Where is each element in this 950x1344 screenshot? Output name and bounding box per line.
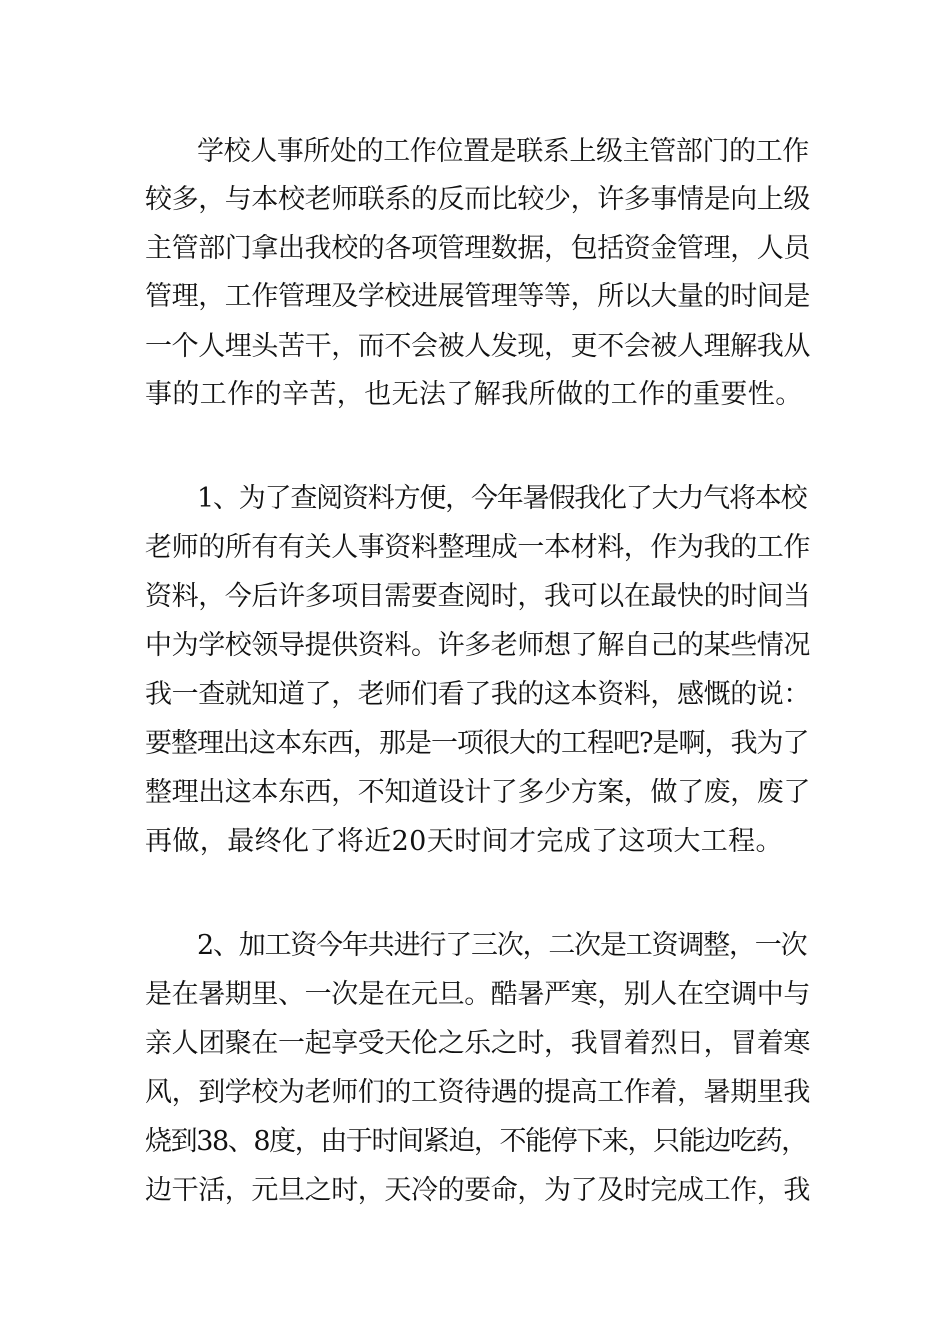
paragraph-1-line-5: 一个人埋头苦干，而不会被人发现，更不会被人理解我从 (145, 331, 810, 362)
paragraph-3-line-2: 是在暑期里、一次是在元旦。酷暑严寒，别人在空调中与 (145, 979, 810, 1010)
paragraph-2-line-5: 我一查就知道了，老师们看了我的这本资料，感慨的说： (145, 679, 810, 710)
paragraph-3-line-1: 2、加工资今年共进行了三次，二次是工资调整，一次 (197, 930, 807, 961)
paragraph-3-line-4: 风，到学校为老师们的工资待遇的提高工作着，暑期里我 (145, 1077, 810, 1108)
paragraph-2-line-4: 中为学校领导提供资料。许多老师想了解自己的某些情况 (145, 630, 810, 661)
paragraph-2-line-7: 整理出这本东西，不知道设计了多少方案，做了废，废了 (145, 777, 810, 808)
paragraph-1-line-3: 主管部门拿出我校的各项管理数据，包括资金管理，人员 (145, 233, 810, 264)
paragraph-2-line-2: 老师的所有有关人事资料整理成一本材料，作为我的工作 (145, 532, 810, 563)
paragraph-3-line-3: 亲人团聚在一起享受天伦之乐之时，我冒着烈日，冒着寒 (145, 1028, 810, 1059)
paragraph-2-line-1: 1、为了查阅资料方便，今年暑假我化了大力气将本校 (197, 483, 807, 514)
paragraph-3-line-5: 烧到38、8度，由于时间紧迫，不能停下来，只能边吃药， (145, 1126, 807, 1157)
paragraph-1-line-4: 管理，工作管理及学校进展管理等等，所以大量的时间是 (145, 281, 810, 312)
paragraph-1-line-1: 学校人事所处的工作位置是联系上级主管部门的工作 (197, 136, 809, 167)
paragraph-2-line-6: 要整理出这本东西，那是一项很大的工程吧?是啊，我为了 (145, 728, 809, 759)
paragraph-2-line-3: 资料，今后许多项目需要查阅时，我可以在最快的时间当 (145, 581, 810, 612)
paragraph-1-line-6: 事的工作的辛苦，也无法了解我所做的工作的重要性。 (145, 379, 803, 410)
paragraph-1-line-2: 较多，与本校老师联系的反而比较少，许多事情是向上级 (145, 184, 810, 215)
paragraph-3-line-6: 边干活，元旦之时，天冷的要命，为了及时完成工作，我 (145, 1175, 810, 1206)
paragraph-2-line-8: 再做，最终化了将近20天时间才完成了这项大工程。 (145, 826, 783, 857)
